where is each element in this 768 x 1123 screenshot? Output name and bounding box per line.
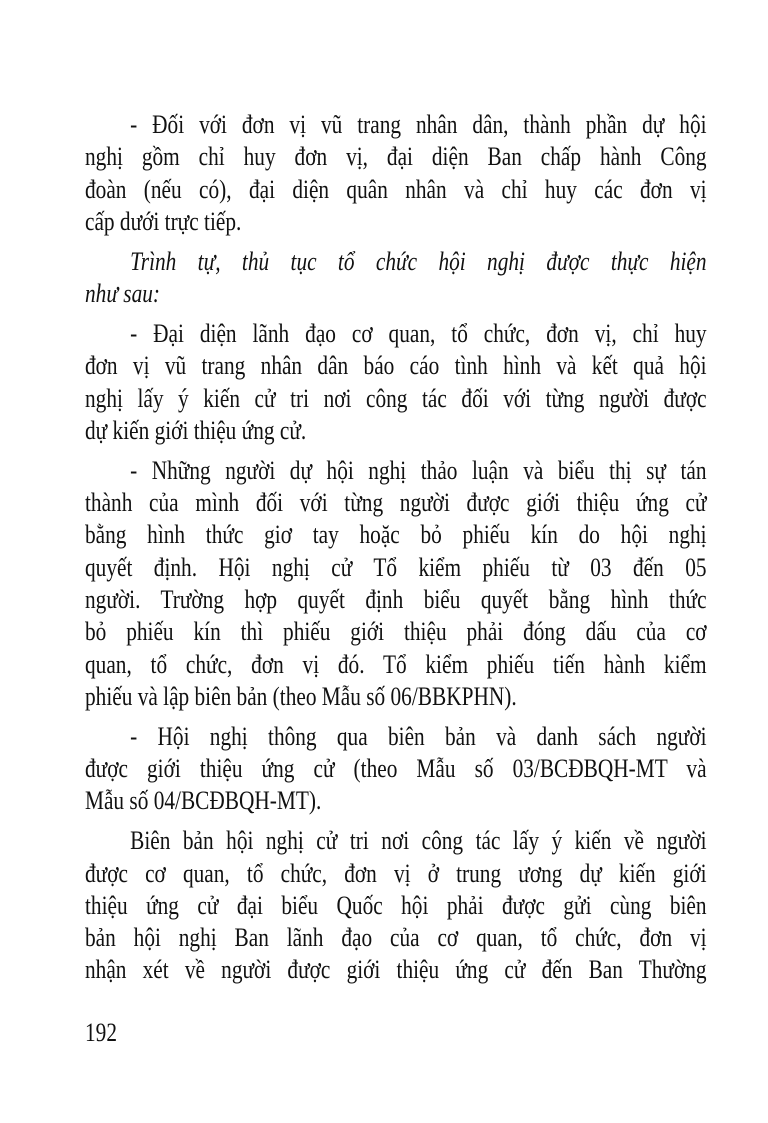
text-line: được giới thiệu ứng cử (theo Mẫu số 03/BCĐBQH-MT và bbox=[85, 754, 707, 784]
text-line: như sau: bbox=[85, 279, 161, 309]
text-line: thành của mình đối với từng người được giới thiệu ứng cử bbox=[85, 488, 707, 518]
text-line: nghị gồm chỉ huy đơn vị, đại diện Ban chấp hành Công bbox=[85, 142, 707, 172]
paragraph bbox=[85, 455, 707, 713]
text-line: phiếu và lập biên bản (theo Mẫu số 06/BBKPHN). bbox=[85, 681, 517, 711]
text-line: thiệu ứng cử đại biểu Quốc hội phải được gửi cùng biên bbox=[85, 890, 707, 920]
text-line: quyết định. Hội nghị cử Tổ kiểm phiếu từ 03 đến 05 bbox=[85, 552, 707, 582]
text-line: được cơ quan, tổ chức, đơn vị ở trung ương dự kiến giới bbox=[85, 858, 707, 888]
text-line: đơn vị vũ trang nhân dân báo cáo tình hình và kết quả hội bbox=[85, 351, 707, 381]
text-line: - Đại diện lãnh đạo cơ quan, tổ chức, đơn vị, chỉ huy bbox=[130, 318, 707, 348]
text-line: nhận xét về người được giới thiệu ứng cử đến Ban Thường bbox=[85, 955, 707, 985]
paragraph bbox=[85, 721, 707, 818]
text-line: bỏ phiếu kín thì phiếu giới thiệu phải đóng dấu của cơ bbox=[85, 617, 707, 647]
text-line: người. Trường hợp quyết định biểu quyết bằng hình thức bbox=[85, 584, 707, 614]
text-line: cấp dưới trực tiếp. bbox=[85, 206, 242, 236]
text-line: Mẫu số 04/BCĐBQH-MT). bbox=[85, 786, 322, 816]
body-text bbox=[85, 109, 707, 994]
text-line: đoàn (nếu có), đại diện quân nhân và chỉ huy các đơn vị bbox=[85, 174, 707, 204]
text-line: - Những người dự hội nghị thảo luận và biểu thị sự tán bbox=[130, 455, 707, 485]
paragraph bbox=[85, 318, 707, 447]
page-number: 192 bbox=[85, 1018, 117, 1047]
text-line: Trình tự, thủ tục tổ chức hội nghị được thực hiện bbox=[130, 246, 707, 276]
text-line: Biên bản hội nghị cử tri nơi công tác lấy ý kiến về người bbox=[130, 826, 707, 856]
text-line: quan, tổ chức, đơn vị đó. Tổ kiểm phiếu tiến hành kiểm bbox=[85, 649, 707, 679]
italic-heading-paragraph bbox=[85, 246, 707, 311]
paragraph bbox=[85, 825, 707, 986]
text-line: bằng hình thức giơ tay hoặc bỏ phiếu kín do hội nghị bbox=[85, 520, 707, 550]
paragraph bbox=[85, 109, 707, 238]
text-line: - Đối với đơn vị vũ trang nhân dân, thành phần dự hội bbox=[130, 110, 707, 139]
text-line: bản hội nghị Ban lãnh đạo của cơ quan, tổ chức, đơn vị bbox=[85, 923, 707, 953]
text-line: nghị lấy ý kiến cử tri nơi công tác đối với từng người được bbox=[85, 383, 707, 413]
text-line: dự kiến giới thiệu ứng cử. bbox=[85, 415, 307, 445]
text-line: - Hội nghị thông qua biên bản và danh sách người bbox=[130, 721, 707, 751]
